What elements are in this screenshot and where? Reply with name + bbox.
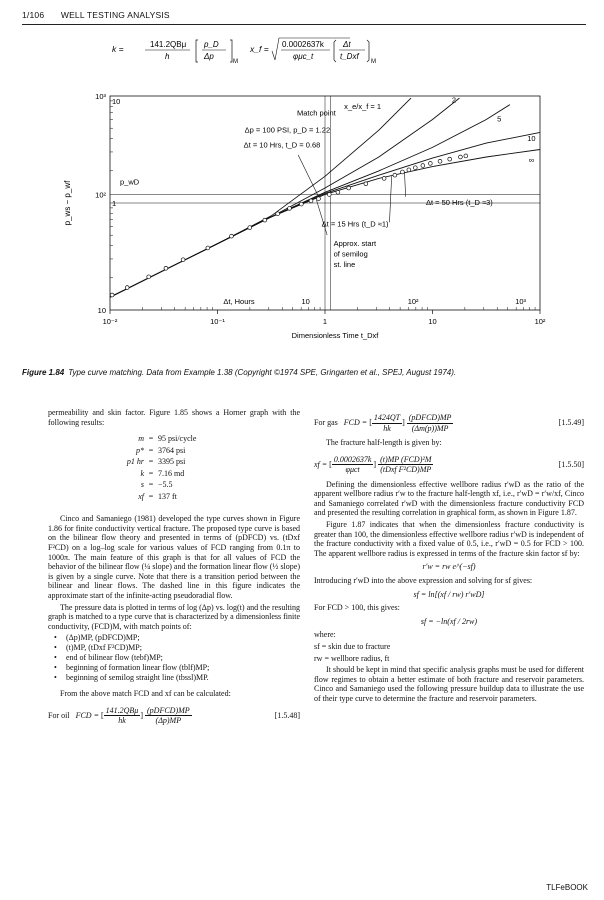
formula-k-den: h (165, 52, 170, 61)
data-point (327, 193, 331, 197)
left-column (48, 408, 300, 731)
var-rhs: 3764 psi (158, 445, 186, 455)
curve-label: ∞ (528, 155, 535, 165)
list-item: • beginning of semilog straight line (tbssl)MP. (58, 673, 300, 683)
x-axis-label: Dimensionless Time t_Dxf (291, 331, 379, 340)
formula-xf-frac-den: t_Dxf (340, 52, 359, 61)
annotation-15hrs: Δt = 15 Hrs (t_D ≈1) (321, 219, 389, 229)
annotation-semilog: st. line (333, 260, 356, 270)
y-tick-label: 10 (97, 306, 106, 315)
xf-num2: (t)MP (FCD)²M (380, 454, 432, 464)
oil-den: hk (118, 716, 126, 726)
equation-oil: For oil FCD = [ $\frac{\text{141.2QBμ}}{hk}$ ] $\frac{\text{(pDFCD)MP}}{(\Delta p)MP}$ [1.5.48] (48, 705, 300, 726)
data-point (181, 258, 185, 262)
right-para4: For FCD > 100, this gives: (314, 603, 400, 613)
footer-mark: TLFeBOOK (546, 883, 588, 892)
formula-k-lhs: k = (112, 44, 124, 54)
oil-den2: (Δp)MP (155, 716, 182, 726)
curve-label: 5 (497, 114, 502, 124)
annotation-arrow (316, 200, 327, 235)
data-point (407, 168, 411, 172)
var-row: p* = 3764 psi (48, 445, 300, 457)
var-lhs: m (138, 434, 144, 444)
annotation-arrow (298, 155, 318, 197)
var-row: xf = 137 ft (48, 491, 300, 503)
match-point-line: Δp = 100 PSI, p_D = 1.22 (244, 125, 331, 135)
right-para3: Introducing r′wD into the above expression and solving for sf gives: (314, 575, 533, 585)
formula-xf-frac-num: Δt (343, 40, 351, 49)
match-point-list (48, 633, 300, 683)
list-item: • beginning of formation linear flow (tblf)MP; (58, 663, 300, 673)
formula-xf-num: 0.0002637k (282, 40, 324, 49)
var-rhs: 95 psi/cycle (158, 434, 197, 444)
left-para3: From the above match FCD and xf can be calculated: (60, 689, 231, 699)
data-point (206, 246, 210, 250)
data-point (401, 170, 405, 174)
half-length-text: The fracture half-length is given by: (326, 438, 442, 447)
running-title: WELL TESTING ANALYSIS (60, 10, 170, 20)
x-tick-label: 10⁻² (102, 317, 118, 326)
equation-number: [1.5.49] (558, 418, 584, 428)
x-tick-label: 10² (534, 317, 546, 326)
data-point (382, 176, 386, 180)
data-point (464, 154, 468, 158)
x-tick-label: 10 (428, 317, 437, 326)
caption-text: Type curve matching. Data from Example 1.38 (Copyright ©1974 SPE, Gringarten et al., SPEJ, August 1974). (68, 368, 457, 377)
oil-num: 141.2QBμ (105, 705, 139, 715)
data-point (276, 212, 280, 216)
var-rhs: 137 ft (158, 491, 177, 501)
var-lhs: s (140, 480, 144, 490)
y-axis-label: p_ws − p_wf (63, 180, 72, 226)
var-row: k = 7.16 md (48, 468, 300, 480)
data-point (364, 182, 368, 186)
var-row: s = −5.5 (48, 479, 300, 491)
equation-rw: r′w = rw e^(−sf) (422, 562, 476, 572)
page-header (22, 10, 170, 20)
data-point (230, 234, 234, 238)
data-point (288, 206, 292, 210)
formula-xf-sub: M (371, 59, 376, 65)
caption-label: Figure 1.84 (22, 368, 65, 377)
var-rhs: 7.16 md (158, 468, 185, 478)
equation-sf2: sf = −ln(xf / 2rw) (420, 616, 478, 626)
where-item: rw = wellbore radius, ft (314, 653, 390, 663)
y-tick-label: 10² (95, 190, 106, 200)
curve-label: 2 (451, 95, 457, 105)
data-point (448, 157, 452, 161)
where-item: sf = skin due to fracture (314, 641, 391, 651)
var-lhs: p1 hr (126, 457, 144, 467)
figure-formulas (112, 38, 376, 65)
right-para1: Defining the dimensionless effective wellbore radius r′wD as the ratio of the apparent wellbore radius r′w to the fracture half-length xf, i.e., r′wD = r′w/xf, Cinco and Samaniego correlated r′wD with the dimensionless fracture conductivity FCD and presented the resulting correlation in graphical form, as shown in Figure 1.87. (314, 479, 584, 518)
oil-num2: (pDFCD)MP (147, 705, 190, 715)
data-point (147, 275, 151, 279)
gas-den: hk (383, 423, 391, 433)
page-number: 1/106 (22, 10, 45, 20)
formula-k-sub: M (233, 59, 238, 65)
inner-x-tick-label: 10 (301, 297, 310, 306)
annotation-arrow (390, 176, 392, 222)
xf-den: φμct (345, 465, 360, 475)
data-point (317, 197, 321, 201)
formula-k-num: 141.2QBμ (150, 40, 187, 49)
left-para2: The pressure data is plotted in terms of log (Δp) vs. log(t) and the resulting graph is matched to a type curve that is characterized by a dimensionless finite conductivity, (FCD)M, with match points of: (48, 602, 300, 631)
var-row: p1 hr = 3395 psi (48, 456, 300, 468)
equation-number: [1.5.50] (558, 459, 584, 469)
right-para5: It should be kept in mind that specific analysis graphs must be used for different flow regimes to obtain a better estimate of both fracture and reservoir parameters. Cinco and Samaniego used the following pressure buildup data to illustrate the use of their type curve to determine the fracture and reservoir parameters. (314, 665, 584, 703)
type-curve-figure (0, 36, 604, 366)
xf-num: 0.0002637k (333, 454, 372, 464)
var-rhs: −5.5 (158, 480, 173, 490)
list-item: • end of bilinear flow (tebf)MP; (58, 653, 300, 663)
data-point (428, 162, 432, 166)
annotation-arrow (405, 173, 406, 197)
y-tick-label: 10³ (95, 92, 106, 101)
data-point (110, 293, 114, 297)
data-point (347, 186, 351, 190)
data-point (438, 159, 442, 163)
data-point (336, 190, 340, 194)
data-point (459, 155, 463, 159)
annotation-semilog: Approx. start (333, 238, 377, 248)
inner-y-tick-label: 10 (112, 97, 121, 106)
var-row: m = 95 psi/cycle (48, 433, 300, 445)
inner-y-tick-label: 1 (112, 199, 117, 208)
curve-label: 10 (527, 133, 536, 143)
match-point-title: Match point (297, 108, 336, 118)
horner-results (48, 433, 300, 502)
data-point (263, 218, 267, 222)
data-point (299, 202, 303, 206)
oil-lhs: FCD = (75, 710, 99, 720)
left-intro: permeability and skin factor. Figure 1.85 shows a Horner graph with the following results: (48, 408, 300, 427)
gas-num: 1424QT (373, 412, 401, 422)
figure-caption (22, 368, 582, 378)
equation-xf: xf = [ $\frac{0.0002637k}{\text{φμct}}$ ] $\frac{\text{(t)MP (FCD)²M}}{\text{(tDxf F²CD)MP}}$ [1.5.50] (314, 454, 584, 475)
match-point-line: Δt = 10 Hrs, t_D = 0.68 (243, 140, 321, 150)
annotation-semilog: of semilog (333, 249, 368, 259)
gas-num2: (pDFCD)MP (408, 412, 452, 422)
var-lhs: p* (136, 445, 144, 455)
data-point (248, 226, 252, 230)
gas-label: For gas (314, 417, 338, 427)
data-point (164, 266, 168, 270)
var-lhs: xf (138, 491, 144, 501)
equation-gas: For gas FCD = [ $\frac{1424QT}{hk}$ ] $\frac{\text{(pDFCD)MP}}{(\Delta m(p))MP}$ [1.5.49] (314, 412, 584, 433)
inner-x-axis-label: Δt, Hours (223, 297, 255, 306)
data-point (421, 164, 425, 168)
right-para2: Figure 1.87 indicates that when the dimensionless fracture conductivity is greater than 100, the dimensionless effective wellbore radius r′wD is independent of the fracture conductivity with a fixed value of 0.5, i.e., r′wD = 0.5 for FCD > 100. The apparent wellbore radius is expressed in terms of the fracture skin factor sf by: (314, 519, 584, 558)
equation-sf1: sf = ln[(xf / rw) r′wD] (413, 589, 485, 599)
data-point (393, 173, 397, 177)
formula-xf-den: φμc_t (293, 52, 314, 61)
list-item: • (t)MP, (tDxf F²CD)MP; (58, 643, 300, 653)
inner-x-tick-label: 10³ (515, 297, 527, 306)
inner-y-axis-label: p_wD (120, 177, 140, 187)
xf-lhs: xf = (314, 459, 328, 469)
x-tick-label: 1 (322, 317, 328, 326)
x-tick-label: 10⁻¹ (210, 317, 225, 326)
curve-label: x_e/x_f = 1 (344, 101, 382, 111)
xf-den2: (tDxf F²CD)MP (380, 465, 432, 475)
formula-xf-lhs: x_f = (250, 44, 269, 54)
data-point (309, 199, 313, 203)
gas-den2: (Δm(p))MP (411, 423, 449, 433)
equation-number: [1.5.48] (274, 711, 300, 721)
data-point (125, 286, 129, 290)
annotation-50hrs: Δt = 50 Hrs (t_D ≈3) (425, 198, 493, 208)
list-item: • (Δp)MP, (pDFCD)MP; (58, 633, 300, 643)
inner-x-tick-label: 10² (407, 297, 419, 306)
formula-k-frac-num: p_D (204, 40, 219, 49)
left-para1: Cinco and Samaniego (1981) developed the type curves shown in Figure 1.86 for finite conductivity vertical fracture. The proposed type curve is based on the bilinear flow theory and presented in terms of (pDFCD) vs. (tDxf F²CD) on a log–log scale for various values of FCD ranging from 0.1π to 1000π. The main feature of this graph is that for all values of FCD the behavior of the bilinear flow (¼ slope) and the formation linear flow (½ slope) is given by a single curve. Note that there is a transition period between the bilinear and linear flows. The dashed line in this figure indicates the approximate start of the infinite-acting pseudoradial flow. (48, 514, 300, 600)
right-column (314, 408, 584, 705)
where-label: where: (314, 630, 336, 640)
oil-label: For oil (48, 710, 70, 720)
header-rule (22, 24, 586, 25)
data-point (413, 166, 417, 170)
gas-lhs: FCD = (343, 417, 368, 427)
var-lhs: k (140, 468, 144, 478)
var-rhs: 3395 psi (158, 457, 186, 467)
formula-k-frac-den: Δp (204, 52, 214, 61)
